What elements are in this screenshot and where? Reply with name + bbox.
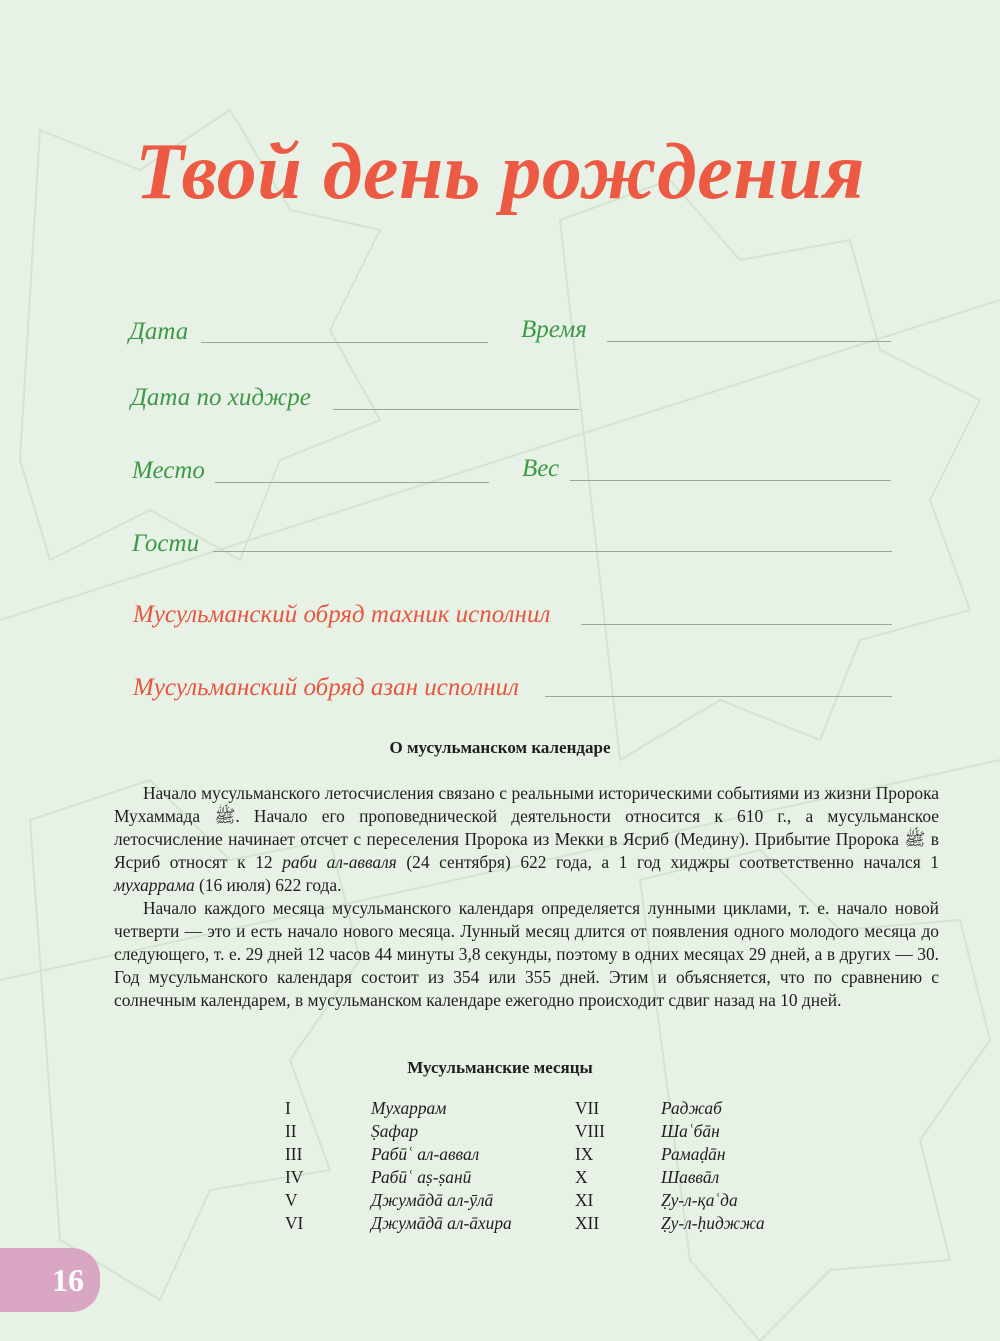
time-label: Время	[521, 316, 587, 343]
month-name: Рамаḍāн	[661, 1144, 726, 1164]
calendar-paragraph-2: Начало каждого месяца мусульманского календаря определяется лунными циклами, т. е. начало новой четверти — это и есть начало нового месяца. Лунный месяц длится от появления одного молодого месяца до следующего, т. е. 29 дней 12 часов 44 минуты 3,8 секунды, поэтому в одних месяцах 29 дней, а в других — 30. Год мусульманского календаря состоит из 354 или 355 дней. Этим и объясняется, что по сравнению с солнечным календарем, в мусульманском календаре ежегодно происходит сдвиг назад на 10 дней.	[114, 898, 939, 1010]
calendar-paragraph-1: Начало мусульманского летосчисления связано с реальными историческими событиями из жизни Пророка Мухаммада ﷺ. Начало его проповеднической деятельности относится к 610 г., а мусульманское летосчисление начинает отсчет с переселения Пророка из Мекки в Ясриб (Медину). Прибытие Пророка ﷺ в Ясриб относят к 12 раби ал-авваля (24 сентября) 622 года, а 1 год хиджры соответственно начался 1 мухаррама (16 июля) 622 года.	[114, 783, 939, 895]
month-name: Рабӣʿ ал-аввал	[371, 1144, 480, 1164]
month-number: III	[285, 1144, 303, 1164]
month-name: Рабӣʿ аṣ-ṣанӣ	[371, 1167, 472, 1187]
page-title: Твой день рождения	[135, 128, 865, 216]
month-name: Ẓу-л-қаʿда	[661, 1190, 738, 1210]
month-number: IX	[575, 1144, 594, 1164]
month-number: I	[285, 1098, 291, 1118]
page-number: 16	[52, 1262, 84, 1298]
hijri-date-label: Дата по хиджре	[131, 384, 311, 411]
months-heading: Мусульманские месяцы	[407, 1058, 593, 1077]
weight-input-line[interactable]	[570, 480, 891, 481]
month-row	[0, 1143, 1000, 1166]
place-input-line[interactable]	[215, 482, 489, 483]
rabi-term: раби ал-авваля	[282, 852, 397, 872]
month-number: XI	[575, 1190, 594, 1210]
date-label: Дата	[129, 318, 189, 345]
honorific-sign: ﷺ	[214, 806, 236, 826]
month-name: Ṣафар	[371, 1121, 419, 1141]
month-name: Джумāдā ал-āхира	[371, 1213, 512, 1233]
month-number: II	[285, 1121, 297, 1141]
month-number: VIII	[575, 1121, 605, 1141]
guests-label: Гости	[132, 530, 200, 557]
month-number: IV	[285, 1167, 304, 1187]
calendar-heading: О мусульманском календаре	[389, 738, 611, 757]
time-input-line[interactable]	[607, 341, 891, 342]
month-row	[0, 1120, 1000, 1143]
month-row	[0, 1097, 1000, 1120]
month-name: Шаввāл	[661, 1167, 720, 1187]
month-number: VI	[285, 1213, 304, 1233]
azan-input-line[interactable]	[545, 696, 892, 697]
month-name: Шаʿбāн	[661, 1121, 720, 1141]
month-name: Джумāдā ал-ӯлā	[371, 1190, 494, 1210]
tahnik-input-line[interactable]	[581, 624, 892, 625]
guests-input-line[interactable]	[213, 551, 892, 552]
date-input-line[interactable]	[201, 342, 488, 343]
month-name: Мухаррам	[371, 1098, 447, 1118]
month-row	[0, 1212, 1000, 1235]
hijri-date-input-line[interactable]	[333, 409, 579, 410]
azan-label: Мусульманский обряд азан исполнил	[133, 674, 519, 701]
honorific-sign: ﷺ	[904, 829, 926, 849]
month-row	[0, 1189, 1000, 1212]
month-number: XII	[575, 1213, 600, 1233]
month-number: VII	[575, 1098, 600, 1118]
month-row	[0, 1166, 1000, 1189]
muharram-term: мухаррама	[114, 875, 195, 895]
place-label: Место	[132, 457, 205, 484]
weight-label: Вес	[522, 455, 560, 482]
month-name: Ẓу-л-ḥиджжа	[661, 1213, 765, 1233]
tahnik-label: Мусульманский обряд тахник исполнил	[133, 601, 551, 628]
month-number: V	[285, 1190, 298, 1210]
month-number: X	[575, 1167, 588, 1187]
month-name: Раджаб	[661, 1098, 722, 1118]
